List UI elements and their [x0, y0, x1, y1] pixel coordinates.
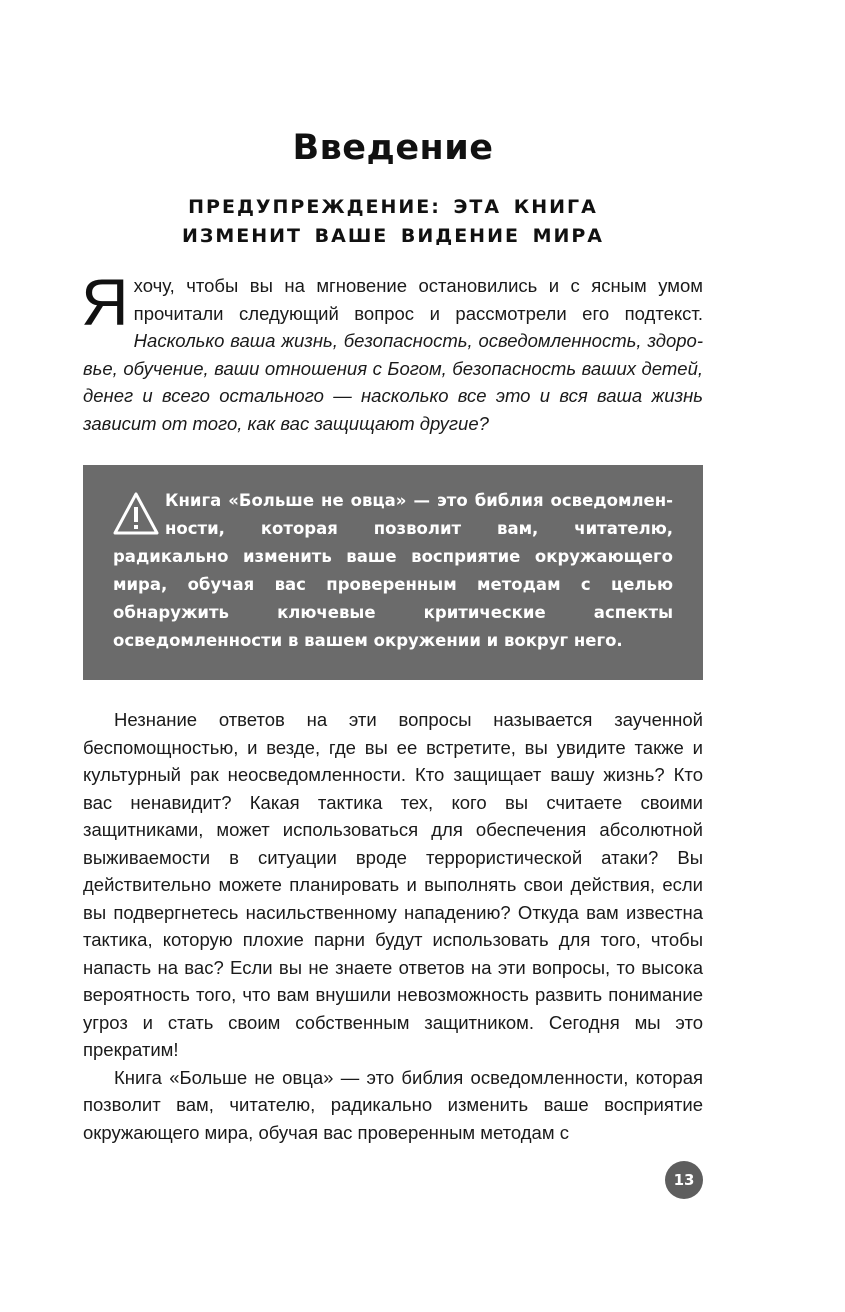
body-paragraph-2: Книга «Больше не овца» — это библия осведомленности, которая позволит вам, читателю, радикально изменить ваше восприятие окружающего мира, обучая вас проверенным методам с: [83, 1066, 703, 1143]
subtitle-line-2: ИЗМЕНИТ ВАШЕ ВИДЕНИЕ МИРА: [181, 225, 605, 247]
chapter-subtitle: [83, 193, 703, 251]
intro-plain-text: хочу, чтобы вы на мгновение остановились и с ясным умом прочитали следующий вопрос и рассмотрели его подтекст.: [133, 275, 703, 324]
intro-paragraph: [81, 265, 703, 437]
body-text: [83, 706, 703, 1146]
intro-italic-question: Насколько ваша жизнь, безопасность, осведомленность, здоровье, обучение, ваши отношения с Богом, безопасность ваших детей, денег и всего остального — насколько все это и вся ваша жизнь зависит от того, как вас защищают другие?: [83, 330, 703, 434]
warning-triangle-icon: [113, 491, 159, 537]
drop-cap: Я: [81, 265, 129, 339]
subtitle-line-1: ПРЕДУПРЕЖДЕНИЕ: ЭТА КНИГА: [188, 196, 598, 218]
warning-callout-box: [83, 465, 703, 680]
callout-text: Книга «Больше не овца» — это библия осведомленности, которая позволит вам, читателю, радикально изменить ваше восприятие окружающего мира, обучая вас проверенным методам с целью обнаружить ключевые критические аспекты осведомленности в вашем окружении и вокруг него.: [113, 491, 673, 650]
page-number-badge: 13: [665, 1161, 703, 1199]
body-paragraph-1: Незнание ответов на эти вопросы называется заученной беспомощностью, и везде, где вы ее встретите, вы увидите также и культурный рак неосведомленности. Кто защищает вашу жизнь? Кто вас ненавидит? Какая тактика тех, кого вы считаете своими защитниками, может использоваться для обеспечения абсолютной выживаемости в ситуации вроде террористической атаки? Вы действительно можете планировать и выполнять свои действия, если вы подвергнетесь насильственному нападению? Откуда вам известна тактика, которую плохие парни будут использовать для того, чтобы напасть на вас? Если вы не знаете ответов на эти вопросы, то высока вероятность того, что вам внушили невозможность развить понимание угроз и стать своим собственным защитником. Сегодня мы это прекратим!: [83, 709, 703, 1060]
chapter-title: Введение: [292, 128, 494, 168]
